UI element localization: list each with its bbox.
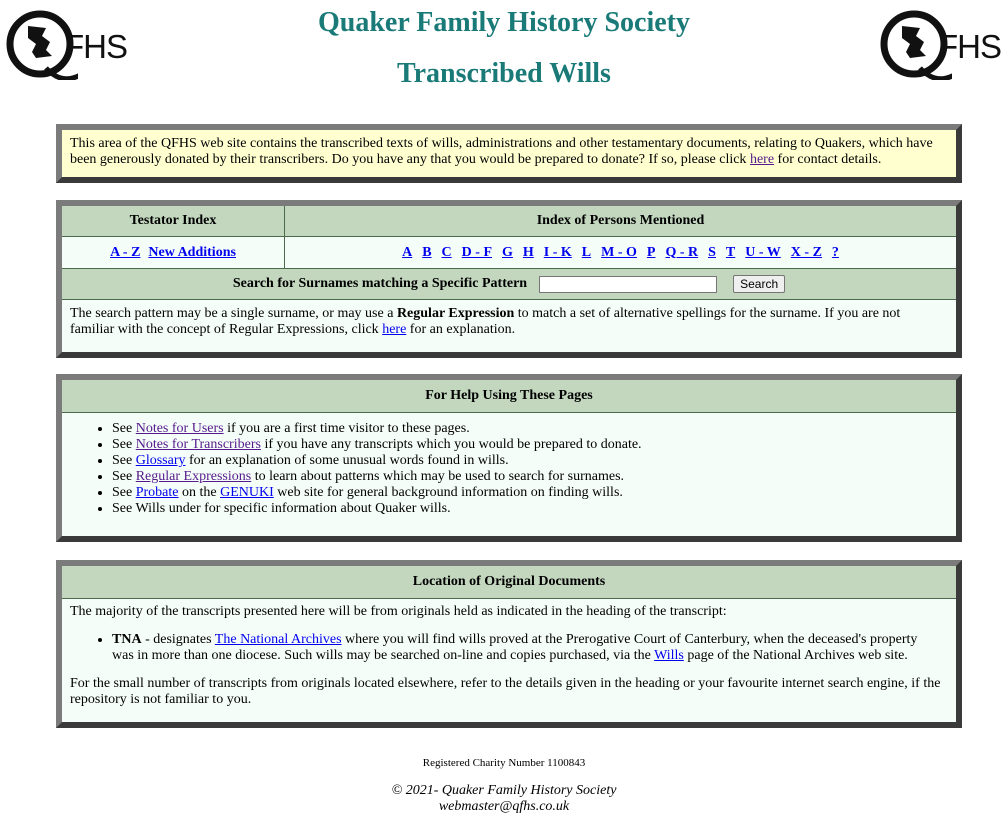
testator-links — [62, 237, 285, 268]
letter-link-d-f[interactable]: D - F — [461, 244, 492, 260]
list-item: • See Glossary for an explanation of some unusual words found in wills. — [112, 453, 956, 469]
regular-expressions-link[interactable]: Regular Expressions — [135, 469, 252, 484]
letter-link-b[interactable]: B — [422, 244, 432, 260]
list-item: • See Notes for Users if you are a first time visitor to these pages. — [112, 421, 956, 437]
page-title: Transcribed Wills — [397, 58, 611, 89]
logo-text: FHS — [64, 28, 127, 65]
letter-link-x-z[interactable]: X - Z — [790, 244, 822, 260]
letter-link-h[interactable]: H — [522, 244, 534, 260]
new-additions-link[interactable]: New Additions — [148, 244, 236, 260]
location-list — [62, 632, 956, 664]
list-item: • TNA - designates The National Archives where you will find wills proved at the Prerogative Court of Canterbury, when the deceased's property was in more than one diocese. Such wills may be searched on-line and copies purchased, via the Wills page of the National Archives web site. — [112, 632, 942, 664]
testator-a-z-link[interactable]: A - Z — [110, 244, 141, 260]
notes-for-transcribers-link[interactable]: Notes for Transcribers — [135, 437, 261, 452]
index-panel — [56, 200, 962, 358]
letter-link-l[interactable]: L — [581, 244, 592, 260]
help-header: For Help Using These Pages — [62, 380, 956, 413]
letter-link-p[interactable]: P — [646, 244, 656, 260]
letter-link-c[interactable]: C — [441, 244, 452, 260]
intro-panel — [56, 124, 962, 183]
glossary-link[interactable]: Glossary — [135, 453, 186, 468]
probate-link[interactable]: Probate — [135, 485, 179, 500]
location-panel — [56, 560, 962, 728]
letter-link-q-r[interactable]: Q - R — [665, 244, 699, 260]
search-label: Search for Surnames matching a Specific Pattern — [232, 276, 528, 291]
location-intro: The majority of the transcripts presented here will be from originals held as indicated in the heading of the transcript: — [70, 604, 727, 619]
index-links-row — [62, 237, 956, 269]
regex-here-link[interactable]: here — [382, 322, 407, 337]
index-header-row — [62, 206, 956, 237]
letter-link-u-w[interactable]: U - W — [745, 244, 781, 260]
search-button[interactable]: Search — [733, 275, 785, 293]
search-note: The search pattern may be a single surname, or may use a Regular Expression to match a set of alternative spellings for the surname. If you are not familiar with the concept of Regular Expressions, click here for an explanation. — [70, 306, 901, 337]
location-header: Location of Original Documents — [62, 566, 956, 599]
location-outro: For the small number of transcripts from originals located elsewhere, refer to the details given in the heading or your favourite internet search engine, if the repository is not familiar to you. — [70, 676, 941, 707]
national-archives-link[interactable]: The National Archives — [214, 632, 342, 647]
testator-index-header: Testator Index — [62, 206, 285, 236]
site-title: Quaker Family History Society — [318, 7, 690, 38]
list-item: • See Probate on the GENUKI web site for general background information on finding wills. — [112, 485, 956, 501]
letter-link-s[interactable]: S — [708, 244, 716, 260]
genuki-link[interactable]: GENUKI — [220, 485, 274, 500]
letter-link-unknown[interactable]: ? — [831, 244, 839, 260]
charity-number: Registered Charity Number 1100843 — [422, 757, 586, 769]
surname-search-input[interactable] — [539, 276, 717, 293]
persons-letter-links — [285, 237, 956, 268]
intro-text: This area of the QFHS web site contains the transcribed texts of wills, administrations and other testamentary documents, relating to Quakers, which have been generously donated by their transcribers. Do you have any that you would be prepared to donate? If so, please click here for contact details. — [70, 136, 933, 167]
letter-link-a[interactable]: A — [402, 244, 413, 260]
help-list — [62, 421, 956, 517]
webmaster-email: webmaster@qfhs.co.uk — [438, 799, 570, 814]
persons-index-header: Index of Persons Mentioned — [536, 213, 705, 228]
copyright-text: © 2021- Quaker Family History Society — [391, 783, 617, 798]
notes-for-users-link[interactable]: Notes for Users — [135, 421, 224, 436]
copyright — [0, 783, 1008, 815]
wills-link[interactable]: Wills — [654, 648, 684, 663]
surname-search-row — [62, 269, 956, 300]
contact-here-link[interactable]: here — [749, 152, 775, 167]
list-item: • See Wills under for specific information about Quaker wills. — [112, 501, 956, 517]
letter-link-t[interactable]: T — [725, 244, 736, 260]
help-panel — [56, 374, 962, 542]
letter-link-g[interactable]: G — [502, 244, 513, 260]
list-item: • See Regular Expressions to learn about patterns which may be used to search for surnames. — [112, 469, 956, 485]
list-item: • See Notes for Transcribers if you have any transcripts which you would be prepared to donate. — [112, 437, 956, 453]
letter-link-m-o[interactable]: M - O — [601, 244, 637, 260]
logo-text: FHS — [938, 28, 1001, 65]
letter-link-i-k[interactable]: I - K — [543, 244, 572, 260]
